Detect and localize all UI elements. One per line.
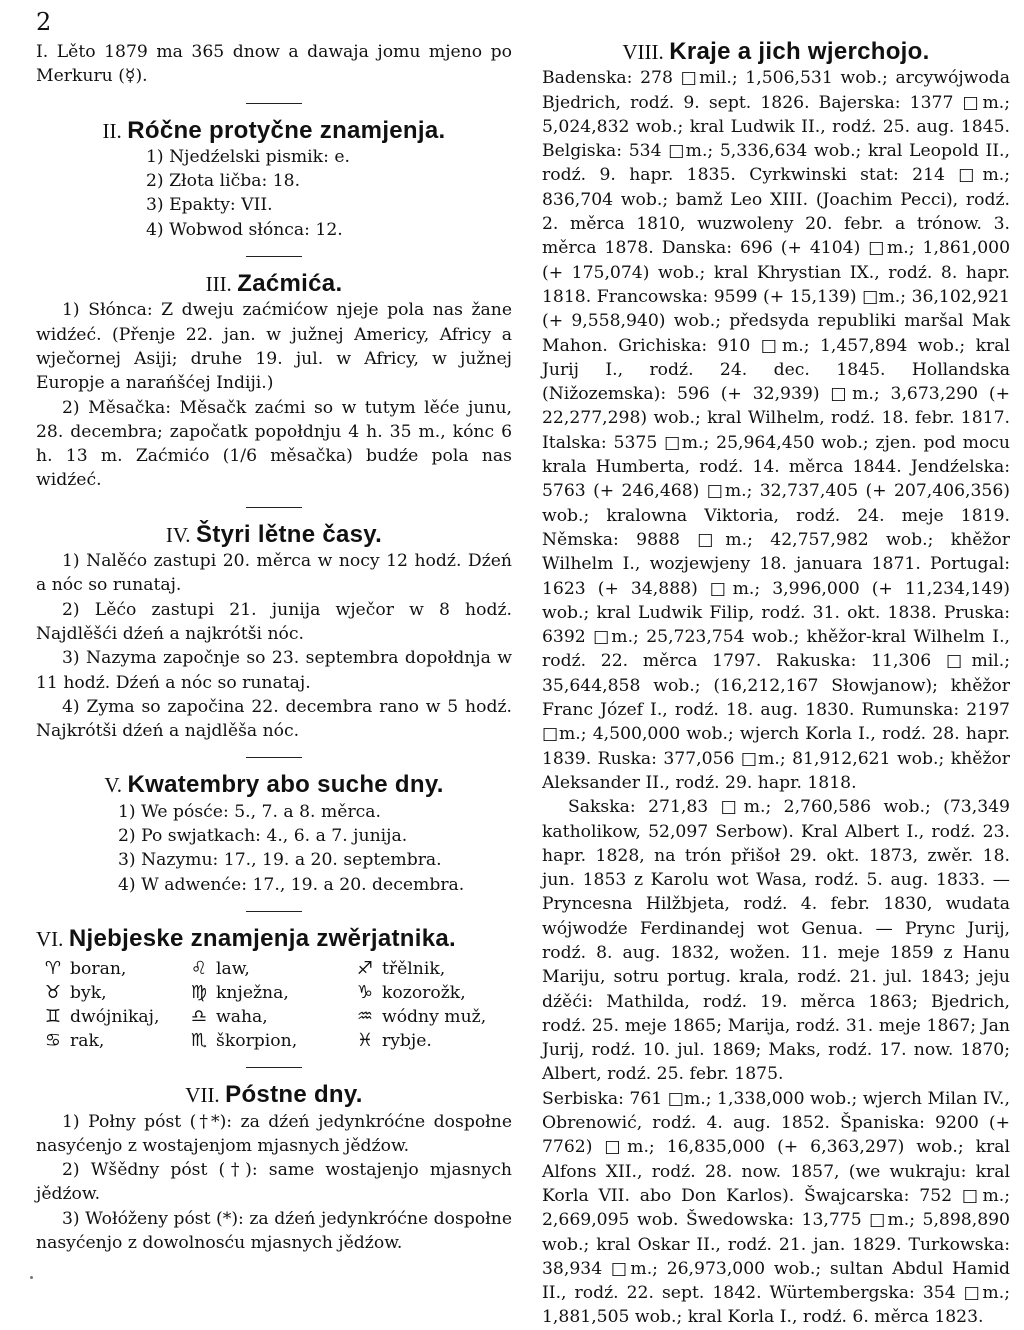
section-divider [246, 757, 302, 758]
zodiac-sign [348, 1029, 512, 1053]
zodiac-sign [36, 981, 182, 1005]
paragraph: 1) Połny póst (†*): za dźeń jedynkróćne dospołne nasyćenjo z wostajenjom mjasnych jědźow. [36, 1111, 512, 1156]
scorpio-sign-icon: ♏ [190, 1030, 208, 1052]
taurus-sign-icon: ♉ [44, 982, 62, 1004]
paragraph: 1) Nalěćo zastupi 20. měrca w nocy 12 hodź. Dźeń a nóc so runataj. [36, 551, 512, 596]
section-title: Njebjeske znamjenja zwěrjatnika. [68, 924, 456, 952]
leo-sign-icon: ♌ [190, 958, 208, 980]
paragraph: 3) Nazyma započnje so 23. septembra dopołdnja w 11 hodź. Dźeń a nóc so runataj. [36, 648, 512, 693]
zodiac-label: rybje. [382, 1031, 432, 1052]
section-title: Štyri lětne časy. [196, 520, 383, 548]
paragraph: 4) Zyma so započina 22. decembra rano w 5 hodź. Najkrótši dźeń a najdlěša nóc. [36, 696, 512, 742]
section-numeral: V. [104, 773, 123, 798]
zodiac-grid [36, 957, 512, 1053]
section-title: Póstne dny. [225, 1081, 363, 1109]
right-column [542, 40, 1010, 1330]
paragraph: 2) Lěćo zastupi 21. junija wječor w 8 hodź. Najdlěšći dźeń a najkrótši nóc. [36, 599, 512, 644]
zodiac-sign [182, 957, 348, 981]
countries-paragraph: Badenska: 278 □mil.; 1,506,531 wob.; arcywójwoda Bjedrich, rodź. 9. sept. 1826. Bajerska: 1377 □m.; 5,024,832 wob.; kral Ludwik II., rodź. 25. aug. 1845. Belgiska: 534 □m.; 5,336,634 wob.; kral Leopold II., rodź. 9. hapr. 1835. Cyrkwinski stat: 214 □m.; 836,704 wob.; bamž Leo XIII. (Joachim Pecci), rodź. 2. měrca 1810, wuzwoleny 20. febr. a trónow. 3. měrca 1878. Danska: 696 (+ 4104) □m.; 1,861,000 (+ 175,074) wob.; kral Khrystian IX., rodź. 8. hapr. 1818. Francowska: 9599 (+ 15,139) □m.; 36,102,921 (+ 9,558,940) wob.; předsyda republiki maršal Mak Mahon. Grichiska: 910 □m.; 1,457,894 wob.; kral Jurij I., rodź. 24. dec. 1845. Hollandska (Nižozemska): 596 (+ 32,939) □m.; 3,673,290 (+ 22,277,298) wob.; kral Wilhelm, rodź. 18. febr. 1817. Italska: 5375 □m.; 25,964,450 wob.; zjen. pod mocu krala Humberta, rodź. 14. měrca 1844. Jendźelska: 5763 (+ 246,468) □m.; 32,737,405 (+ 207,406,356) wob.; kralowna Viktoria, rodź. 24. meje 1819. Němska: 9888 □m.; 42,757,982 wob.; khěžor Wilhelm I., wozjewjeny 18. januara 1871. Portugal: 1623 (+ 34,888) □m.; 3,996,000 (+ 11,234,149) wob.; kral Ludwik Filip, rodź. 31. okt. 1838. Pruska: 6392 □m.; 25,723,754 wob.; khěžor-kral Wilhelm I., rodź. 22. měrca 1797. Rakuska: 11,306 □mil.; 35,644,858 wob.; (16,212,167 Słowjanow); khěžor Franc Józef I., rodź. 18. aug. 1830. Rumunska: 2197 □m.; 4,500,000 wob.; wjerch Korla I., rodź. 28. hapr. 1839. Ruska: 377,056 □m.; 81,912,621 wob.; khěžor Aleksander II., rodź. 29. hapr. 1818. [542, 68, 1010, 793]
list-item: 3) Epakty: VII. [146, 195, 273, 216]
section-heading [36, 520, 512, 549]
zodiac-sign [36, 1005, 182, 1029]
zodiac-label: dwójnikaj, [70, 1007, 160, 1028]
pisces-sign-icon: ♓ [356, 1030, 374, 1052]
zodiac-sign [348, 981, 512, 1005]
section-divider [246, 507, 302, 508]
zodiac-sign [182, 1029, 348, 1053]
section-title: Zaćmića. [237, 270, 343, 298]
section-title: Kwatembry abo suche dny. [127, 771, 444, 799]
list-item: 1) We pósće: 5., 7. a 8. měrca. [118, 801, 382, 822]
section-heading [542, 40, 1010, 66]
zodiac-label: boran, [70, 959, 127, 980]
paragraph: 1) Słónca: Z dweju zaćmićow njeje pola nas žane widźeć. (Přenje 22. jan. w južnej Americy, Africy a wječornej Asiji; druhe 19. jul. w Africy, w južnej Europje a narańšćej Indiji.) [36, 300, 512, 394]
zodiac-label: wódny muž, [382, 1007, 487, 1028]
libra-sign-icon: ♎ [190, 1006, 208, 1028]
page-number: 2 [36, 8, 52, 36]
section-heading [36, 116, 512, 145]
zodiac-label: třělnik, [382, 959, 446, 980]
section-divider [246, 103, 302, 104]
section-divider [246, 1067, 302, 1068]
section-heading [36, 1083, 512, 1109]
paragraph: 2) Wšědny póst (†): same wostajenjo mjasnych jědźow. [36, 1160, 512, 1205]
zodiac-label: byk, [70, 983, 107, 1004]
list-item: 1) Njedźelski pismik: e. [146, 146, 350, 167]
zodiac-label: škorpion, [216, 1031, 298, 1052]
list-item: 2) Złota ličba: 18. [146, 171, 301, 192]
section-numeral: VIII. [622, 40, 664, 64]
gemini-sign-icon: ♊ [44, 1006, 62, 1028]
aries-sign-icon: ♈ [44, 958, 62, 980]
calendar-signs-list [146, 145, 512, 242]
countries-paragraph-continued: Serbiska: 761 □m.; 1,338,000 wob.; wjerch Milan IV., Obrenowić, rodź. 4. aug. 1852. Španiska: 9200 (+ 7762) □m.; 16,835,000 (+ 6,363,297) wob.; kral Alfons XII., rodź. 28. now. 1857, (we wukraju: kral Korla VII. abo Don Karlos). Šwajcarska: 752 □m.; 2,669,095 wob. Šwedowska: 13,775 □m.; 5,898,890 wob.; kral Oskar II., rodź. 21. jan. 1829. Turkowska: 38,934 □m.; 26,973,000 wob.; sultan Abdul Hamid II., rodź. 22. sept. 1842. Würtembergska: 354 □m.; 1,881,505 wob.; kral Korla I., rodź. 6. měrca 1823. [542, 1088, 1010, 1328]
zodiac-label: rak, [70, 1031, 105, 1052]
ember-days-list [118, 800, 512, 897]
zodiac-sign [348, 957, 512, 981]
cancer-sign-icon: ♋ [44, 1030, 62, 1052]
section-heading [36, 272, 512, 298]
print-speck [30, 1276, 33, 1279]
list-item: 3) Nazymu: 17., 19. a 20. septembra. [118, 850, 442, 871]
zodiac-sign [36, 1029, 182, 1053]
zodiac-sign [36, 957, 182, 981]
list-item: 4) W adwenće: 17., 19. a 20. decembra. [118, 874, 465, 895]
zodiac-sign [182, 1005, 348, 1029]
capricorn-sign-icon: ♑ [356, 982, 374, 1004]
zodiac-label: law, [216, 959, 250, 980]
section-divider [246, 911, 302, 912]
intro-paragraph: I. Lěto 1879 ma 365 dnow a dawaja jomu mjeno po Merkuru (☿). [36, 42, 512, 87]
virgo-sign-icon: ♍ [190, 982, 208, 1004]
paragraph: 2) Měsačka: Měsačk zaćmi so w tutym lěće junu, 28. decembra; započatk popołdnju 4 h. 35 m., kónc 6 h. 13 m. Zaćmićo (1/6 měsačka) budźe pola nas widźeć. [36, 397, 512, 491]
section-numeral: IV. [165, 522, 191, 547]
section-numeral: VI. [36, 926, 64, 951]
zodiac-label: kozorožk, [382, 983, 466, 1004]
zodiac-sign [182, 981, 348, 1005]
left-column [36, 40, 512, 1255]
paragraph: 3) Wołóženy póst (*): za dźeń jedynkróćne dospołne nasyćenjo z dowolnosću mjasnych jědźow. [36, 1208, 512, 1253]
section-heading [36, 773, 512, 799]
section-numeral: II. [102, 118, 122, 143]
section-numeral: III. [205, 272, 232, 297]
section-title: Róčne protyčne znamjenja. [127, 116, 446, 144]
section-heading [36, 924, 512, 953]
list-item: 2) Po swjatkach: 4., 6. a 7. junija. [118, 826, 408, 847]
zodiac-label: knježna, [216, 983, 289, 1004]
aquarius-sign-icon: ♒ [356, 1006, 374, 1028]
sagittarius-sign-icon: ♐ [356, 958, 374, 980]
section-title: Kraje a jich wjerchojo. [669, 38, 930, 65]
saxony-paragraph: Sakska: 271,83 □m.; 2,760,586 wob.; (73,349 katholikow, 52,097 Serbow). Kral Albert I., rodź. 23. hapr. 1828, na trón přišoł 29. okt. 1873, zwěr. 18. jun. 1853 z Karolu wot Wasa, rodź. 5. aug. 1833. — Pryncesna Hilžbjeta, rodź. 4. febr. 1830, wudata wójwodźe Ferdinandej wot Genua. — Prync Jurij, rodź. 8. aug. 1832, wožen. 11. meje 1859 z Hanu Mariju, sotru portug. krala, rodź. 21. jul. 1843; jeju dźěći: Mathilda, rodź. 19. měrca 1863; Bjedrich, rodź. 25. meje 1865; Marija, rodź. 31. meje 1867; Jan Jurij, rodź. 10. jul. 1869; Maks, rodź. 17. now. 1870; Albert, rodź. 25. febr. 1875. [542, 797, 1010, 1085]
zodiac-label: waha, [216, 1007, 268, 1028]
section-numeral: VII. [185, 1083, 220, 1108]
section-divider [246, 256, 302, 257]
zodiac-sign [348, 1005, 512, 1029]
list-item: 4) Wobwod słónca: 12. [146, 219, 343, 240]
